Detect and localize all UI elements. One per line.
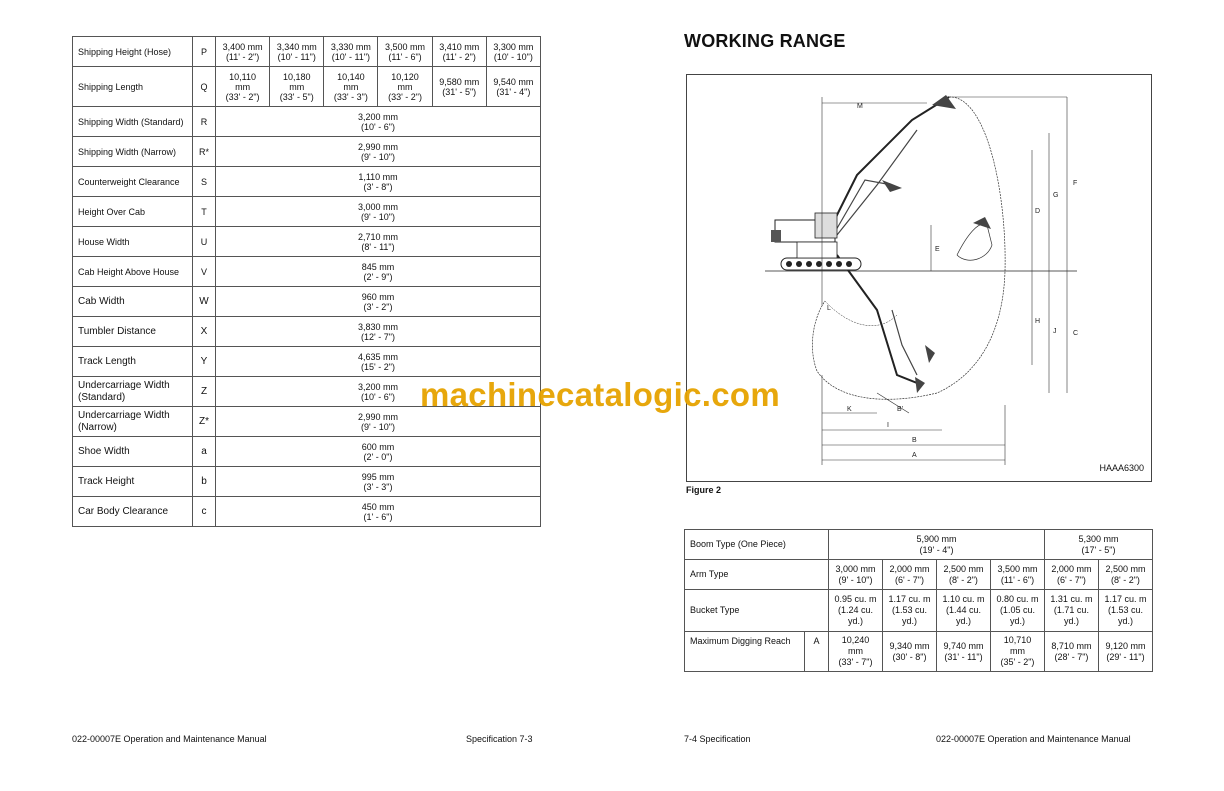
- spec-label: Shipping Height (Hose): [73, 37, 193, 67]
- dim-label-d: D: [1035, 208, 1041, 215]
- spec-row: [73, 137, 541, 167]
- spec-value: 9,540 mm (31' - 4"): [486, 67, 540, 107]
- spec-value: 2,990 mm (9' - 10"): [216, 137, 541, 167]
- spec-row: [73, 107, 541, 137]
- arm-value: 2,000 mm (6' - 7"): [883, 560, 937, 590]
- bucket-value: 1.17 cu. m (1.53 cu. yd.): [883, 590, 937, 632]
- spec-value: 3,400 mm (11' - 2"): [216, 37, 270, 67]
- spec-code: Z*: [193, 407, 216, 437]
- spec-code: S: [193, 167, 216, 197]
- watermark: machinecatalogic.com: [420, 376, 780, 413]
- spec-code: T: [193, 197, 216, 227]
- spec-code: Z: [193, 377, 216, 407]
- spec-label: House Width: [73, 227, 193, 257]
- boom-b-cell: 5,300 mm (17' - 5"): [1044, 530, 1152, 560]
- spec-code: Y: [193, 347, 216, 377]
- spec-value: 3,300 mm (10' - 10"): [486, 37, 540, 67]
- spec-row: [73, 37, 541, 67]
- working-range-figure: [686, 74, 1152, 482]
- spec-code: W: [193, 287, 216, 317]
- figure-code: HAAA6300: [1099, 463, 1144, 473]
- spec-value: 10,140 mm (33' - 3"): [324, 67, 378, 107]
- arm-value: 2,000 mm (6' - 7"): [1044, 560, 1098, 590]
- spec-value: 845 mm (2' - 9"): [216, 257, 541, 287]
- boom-type-label: Boom Type (One Piece): [685, 530, 829, 560]
- spec-value: 3,340 mm (10' - 11"): [270, 37, 324, 67]
- spec-row: [73, 497, 541, 527]
- spec-value: 9,580 mm (31' - 5"): [432, 67, 486, 107]
- dim-label-b: B: [912, 437, 917, 444]
- dim-label-e: E: [935, 246, 940, 253]
- arm-value: 3,500 mm (11' - 6"): [990, 560, 1044, 590]
- spec-value: 600 mm (2' - 0"): [216, 437, 541, 467]
- dim-label-l: L: [827, 305, 831, 312]
- boom-table: [684, 529, 1153, 672]
- spec-label: Undercarriage Width (Standard): [73, 377, 193, 407]
- spec-row: [73, 167, 541, 197]
- spec-label: Undercarriage Width (Narrow): [73, 407, 193, 437]
- spec-label: Tumbler Distance: [73, 317, 193, 347]
- bucket-value: 0.95 cu. m (1.24 cu. yd.): [829, 590, 883, 632]
- dim-label-g: G: [1053, 192, 1059, 199]
- spec-label: Counterweight Clearance: [73, 167, 193, 197]
- spec-value: 3,200 mm (10' - 6"): [216, 377, 541, 407]
- max-digging-reach-label: Maximum Digging Reach: [685, 632, 805, 672]
- spec-value: 4,635 mm (15' - 2"): [216, 347, 541, 377]
- dim-label-h: H: [1035, 318, 1041, 325]
- dim-label-j: J: [1053, 328, 1057, 335]
- spec-code: R*: [193, 137, 216, 167]
- spec-value: 1,110 mm (3' - 8"): [216, 167, 541, 197]
- bucket-value: 1.10 cu. m (1.44 cu. yd.): [936, 590, 990, 632]
- dim-label-a: A: [912, 452, 917, 459]
- spec-value: 3,410 mm (11' - 2"): [432, 37, 486, 67]
- spec-row: [73, 197, 541, 227]
- arm-value: 2,500 mm (8' - 2"): [936, 560, 990, 590]
- reach-value: 8,710 mm (28' - 7"): [1044, 632, 1098, 672]
- spec-row: [73, 287, 541, 317]
- reach-value: 9,120 mm (29' - 11"): [1098, 632, 1152, 672]
- spec-value: 3,500 mm (11' - 6"): [378, 37, 432, 67]
- specification-table: [72, 36, 541, 527]
- spec-label: Cab Width: [73, 287, 193, 317]
- bucket-value: 0.80 cu. m (1.05 cu. yd.): [990, 590, 1044, 632]
- spec-row: [73, 257, 541, 287]
- spec-value: 2,990 mm (9' - 10"): [216, 407, 541, 437]
- working-range-title: WORKING RANGE: [684, 31, 846, 51]
- spec-label: Shoe Width: [73, 437, 193, 467]
- bucket-value: 1.17 cu. m (1.53 cu. yd.): [1098, 590, 1152, 632]
- dim-label-f: F: [1073, 180, 1078, 187]
- bucket-value: 1.31 cu. m (1.71 cu. yd.): [1044, 590, 1098, 632]
- spec-value: 960 mm (3' - 2"): [216, 287, 541, 317]
- spec-label: Track Length: [73, 347, 193, 377]
- spec-row: [73, 317, 541, 347]
- excavator-working-range-diagram: [687, 75, 1153, 483]
- spec-row: [73, 67, 541, 107]
- spec-value: 2,710 mm (8' - 11"): [216, 227, 541, 257]
- spec-value: 3,830 mm (12' - 7"): [216, 317, 541, 347]
- footer-right-page: 7-4 Specification: [684, 734, 751, 744]
- figure-caption: Figure 2: [686, 485, 722, 495]
- dim-label-i: I: [887, 422, 889, 429]
- spec-code: a: [193, 437, 216, 467]
- spec-value: 3,000 mm (9' - 10"): [216, 197, 541, 227]
- spec-label: Height Over Cab: [73, 197, 193, 227]
- spec-value: 10,180 mm (33' - 5"): [270, 67, 324, 107]
- reach-value: 10,240 mm (33' - 7"): [829, 632, 883, 672]
- footer-left-manual: 022-00007E Operation and Maintenance Manual: [72, 734, 267, 744]
- spec-value: 995 mm (3' - 3"): [216, 467, 541, 497]
- spec-row: [73, 437, 541, 467]
- spec-code: P: [193, 37, 216, 67]
- dim-label-c: C: [1073, 330, 1079, 337]
- spec-label: Shipping Length: [73, 67, 193, 107]
- dim-label-m: M: [857, 103, 863, 110]
- spec-value: 10,120 mm (33' - 2"): [378, 67, 432, 107]
- reach-value: 10,710 mm (35' - 2"): [990, 632, 1044, 672]
- spec-value: 450 mm (1' - 6"): [216, 497, 541, 527]
- spec-label: Cab Height Above House: [73, 257, 193, 287]
- footer-left-page: Specification 7-3: [466, 734, 533, 744]
- arm-type-label: Arm Type: [685, 560, 829, 590]
- spec-label: Shipping Width (Standard): [73, 107, 193, 137]
- boom-a-cell: 5,900 mm (19' - 4"): [829, 530, 1045, 560]
- spec-value: 10,110 mm (33' - 2"): [216, 67, 270, 107]
- spec-code: c: [193, 497, 216, 527]
- bucket-type-label: Bucket Type: [685, 590, 829, 632]
- footer-right-manual: 022-00007E Operation and Maintenance Manual: [936, 734, 1131, 744]
- arm-value: 2,500 mm (8' - 2"): [1098, 560, 1152, 590]
- spec-code: U: [193, 227, 216, 257]
- spec-label: Track Height: [73, 467, 193, 497]
- spec-code: V: [193, 257, 216, 287]
- reach-value: 9,340 mm (30' - 8"): [883, 632, 937, 672]
- spec-label: Shipping Width (Narrow): [73, 137, 193, 167]
- spec-code: R: [193, 107, 216, 137]
- arm-value: 3,000 mm (9' - 10"): [829, 560, 883, 590]
- dim-label-b-prime: B': [897, 406, 904, 413]
- spec-value: 3,200 mm (10' - 6"): [216, 107, 541, 137]
- spec-row: [73, 347, 541, 377]
- spec-row: [73, 467, 541, 497]
- spec-row: [73, 227, 541, 257]
- spec-code: Q: [193, 67, 216, 107]
- reach-value: 9,740 mm (31' - 11"): [936, 632, 990, 672]
- dim-label-k: K: [847, 406, 852, 413]
- spec-code: b: [193, 467, 216, 497]
- spec-label: Car Body Clearance: [73, 497, 193, 527]
- max-digging-reach-code: A: [805, 632, 829, 672]
- spec-value: 3,330 mm (10' - 11"): [324, 37, 378, 67]
- spec-code: X: [193, 317, 216, 347]
